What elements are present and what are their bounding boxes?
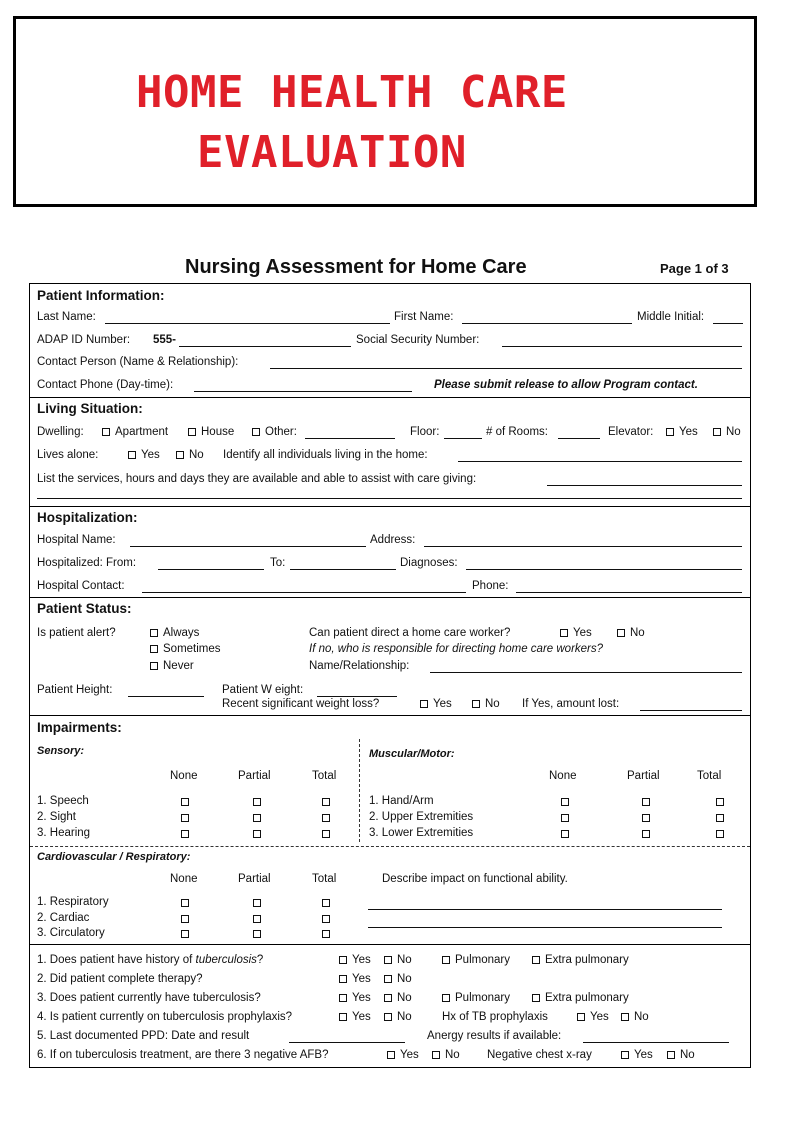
checkbox-icon[interactable] bbox=[561, 814, 569, 822]
checkbox-icon[interactable] bbox=[561, 830, 569, 838]
checkbox-icon[interactable] bbox=[322, 930, 330, 938]
hospitalized-from-label: Hospitalized: From: bbox=[37, 557, 137, 569]
form-title: Nursing Assessment for Home Care bbox=[185, 256, 527, 278]
checkbox-icon[interactable] bbox=[532, 956, 540, 964]
checkbox-icon[interactable] bbox=[128, 451, 136, 459]
describe-impact-label: Describe impact on functional ability. bbox=[382, 873, 568, 885]
muscular-item-upper: 2. Upper Extremities bbox=[369, 811, 474, 823]
tb-question-3: 3. Does patient currently have tuberculosis? bbox=[37, 992, 261, 1004]
tb-q2-no[interactable]: No bbox=[384, 974, 412, 986]
checkbox-icon[interactable] bbox=[339, 994, 347, 1002]
ssn-label: Social Security Number: bbox=[356, 334, 480, 346]
tb-hx-yes[interactable]: Yes bbox=[577, 1012, 609, 1024]
section-divider bbox=[30, 397, 750, 398]
checkbox-icon[interactable] bbox=[150, 645, 158, 653]
middle-initial-field[interactable] bbox=[713, 323, 743, 324]
checkbox-icon[interactable] bbox=[253, 899, 261, 907]
alert-always-option[interactable]: Always bbox=[150, 628, 199, 640]
last-name-label: Last Name: bbox=[37, 311, 96, 323]
elevator-label: Elevator: bbox=[608, 426, 654, 438]
hospital-contact-label: Hospital Contact: bbox=[37, 580, 125, 592]
section-heading-living: Living Situation: bbox=[37, 401, 143, 416]
impact-field-line2[interactable] bbox=[368, 927, 722, 928]
alert-sometimes-option[interactable]: Sometimes bbox=[150, 644, 221, 656]
tb-q3-pulmonary[interactable]: Pulmonary bbox=[442, 993, 510, 1005]
weight-field[interactable] bbox=[317, 696, 397, 697]
tb-q1-yes[interactable]: Yes bbox=[339, 955, 371, 967]
section-divider bbox=[30, 597, 750, 598]
checkbox-icon[interactable] bbox=[577, 1013, 585, 1021]
responsible-note: If no, who is responsible for directing home care workers? bbox=[309, 643, 604, 655]
weight-loss-yes-option[interactable]: Yes bbox=[420, 699, 452, 711]
adap-id-prefix: 555- bbox=[153, 334, 177, 346]
checkbox-icon[interactable] bbox=[561, 798, 569, 806]
checkbox-icon[interactable] bbox=[181, 830, 189, 838]
checkbox-icon[interactable] bbox=[532, 994, 540, 1002]
checkbox-icon[interactable] bbox=[442, 956, 450, 964]
checkbox-icon[interactable] bbox=[387, 1051, 395, 1059]
ssn-field[interactable] bbox=[502, 346, 742, 347]
tb-question-5: 5. Last documented PPD: Date and result bbox=[37, 1030, 250, 1042]
tb-q3-extra-pulmonary[interactable]: Extra pulmonary bbox=[532, 993, 629, 1005]
checkbox-icon[interactable] bbox=[642, 798, 650, 806]
section-heading-patient-status: Patient Status: bbox=[37, 601, 132, 616]
checkbox-icon[interactable] bbox=[384, 994, 392, 1002]
anergy-field[interactable] bbox=[583, 1042, 729, 1043]
muscular-col-partial: Partial bbox=[627, 770, 660, 782]
column-divider bbox=[359, 739, 360, 842]
tb-q3-no[interactable]: No bbox=[384, 993, 412, 1005]
checkbox-icon[interactable] bbox=[339, 975, 347, 983]
diagnoses-label: Diagnoses: bbox=[400, 557, 458, 569]
tb-question-2: 2. Did patient complete therapy? bbox=[37, 973, 203, 985]
checkbox-icon[interactable] bbox=[253, 830, 261, 838]
lives-alone-yes-option[interactable]: Yes bbox=[128, 450, 160, 462]
hospitalized-to-label: To: bbox=[270, 557, 286, 569]
checkbox-icon[interactable] bbox=[322, 798, 330, 806]
alert-question: Is patient alert? bbox=[37, 627, 116, 639]
checkbox-icon[interactable] bbox=[181, 814, 189, 822]
hospital-contact-field[interactable] bbox=[142, 592, 466, 593]
dwelling-other-field[interactable] bbox=[305, 438, 395, 439]
checkbox-icon[interactable] bbox=[102, 428, 110, 436]
tb-question-4: 4. Is patient currently on tuberculosis prophylaxis? bbox=[37, 1011, 293, 1023]
muscular-item-hand-arm: 1. Hand/Arm bbox=[369, 795, 434, 807]
weight-loss-no-option[interactable]: No bbox=[472, 699, 500, 711]
amount-lost-field[interactable] bbox=[640, 710, 742, 711]
last-name-field[interactable] bbox=[105, 323, 390, 324]
checkbox-icon[interactable] bbox=[716, 814, 724, 822]
alert-never-option[interactable]: Never bbox=[150, 661, 194, 673]
household-members-field[interactable] bbox=[458, 461, 742, 462]
services-field[interactable] bbox=[547, 485, 742, 486]
tb-q1-no[interactable]: No bbox=[384, 955, 412, 967]
tb-q3-yes[interactable]: Yes bbox=[339, 993, 371, 1005]
first-name-field[interactable] bbox=[462, 323, 632, 324]
name-relationship-field[interactable] bbox=[430, 672, 742, 673]
cardio-item-cardiac: 2. Cardiac bbox=[37, 912, 90, 924]
checkbox-icon[interactable] bbox=[432, 1051, 440, 1059]
hospital-address-label: Address: bbox=[370, 534, 416, 546]
muscular-subheading: Muscular/Motor: bbox=[369, 748, 455, 760]
sensory-col-total: Total bbox=[312, 770, 337, 782]
banner-title-line1: HOME HEALTH CARE bbox=[136, 67, 568, 118]
section-divider bbox=[30, 944, 750, 945]
subsection-divider bbox=[30, 846, 750, 847]
services-label: List the services, hours and days they are available and able to assist with care giving: bbox=[37, 473, 477, 485]
tb-prophylaxis-history-label: Hx of TB prophylaxis bbox=[442, 1011, 548, 1023]
section-divider bbox=[30, 715, 750, 716]
adap-id-field[interactable] bbox=[179, 346, 351, 347]
muscular-col-total: Total bbox=[697, 770, 722, 782]
checkbox-icon[interactable] bbox=[420, 700, 428, 708]
checkbox-icon[interactable] bbox=[472, 700, 480, 708]
middle-initial-label: Middle Initial: bbox=[637, 311, 705, 323]
checkbox-icon[interactable] bbox=[322, 830, 330, 838]
height-field[interactable] bbox=[128, 696, 204, 697]
cardio-col-partial: Partial bbox=[238, 873, 271, 885]
sensory-item-hearing: 3. Hearing bbox=[37, 827, 91, 839]
assessment-form bbox=[29, 283, 751, 1068]
section-heading-hospitalization: Hospitalization: bbox=[37, 510, 138, 525]
contact-person-label: Contact Person (Name & Relationship): bbox=[37, 356, 239, 368]
tb-q2-yes[interactable]: Yes bbox=[339, 974, 371, 986]
hospitalized-from-field[interactable] bbox=[158, 569, 264, 570]
sensory-item-sight: 2. Sight bbox=[37, 811, 76, 823]
floor-label: Floor: bbox=[410, 426, 440, 438]
rooms-label: # of Rooms: bbox=[486, 426, 548, 438]
checkbox-icon[interactable] bbox=[181, 915, 189, 923]
cardio-col-none: None bbox=[170, 873, 198, 885]
release-note: Please submit release to allow Program contact. bbox=[434, 379, 698, 391]
tb-hx-no[interactable]: No bbox=[621, 1012, 649, 1024]
services-field-line2[interactable] bbox=[37, 498, 742, 499]
elevator-no-option[interactable]: No bbox=[713, 427, 741, 439]
checkbox-icon[interactable] bbox=[181, 798, 189, 806]
checkbox-icon[interactable] bbox=[716, 798, 724, 806]
sensory-col-partial: Partial bbox=[238, 770, 271, 782]
elevator-yes-option[interactable]: Yes bbox=[666, 427, 698, 439]
cardio-item-circulatory: 3. Circulatory bbox=[37, 927, 105, 939]
section-heading-patient-info: Patient Information: bbox=[37, 288, 165, 303]
contact-phone-field[interactable] bbox=[194, 391, 412, 392]
checkbox-icon[interactable] bbox=[442, 994, 450, 1002]
tb-xray-no[interactable]: No bbox=[667, 1050, 695, 1062]
checkbox-icon[interactable] bbox=[339, 1013, 347, 1021]
checkbox-icon[interactable] bbox=[253, 930, 261, 938]
sensory-item-speech: 1. Speech bbox=[37, 795, 89, 807]
weight-loss-question: Recent significant weight loss? bbox=[222, 698, 380, 710]
tb-xray-yes[interactable]: Yes bbox=[621, 1050, 653, 1062]
contact-person-field[interactable] bbox=[270, 368, 742, 369]
checkbox-icon[interactable] bbox=[621, 1013, 629, 1021]
checkbox-icon[interactable] bbox=[253, 814, 261, 822]
ppd-result-field[interactable] bbox=[289, 1042, 405, 1043]
negative-xray-label: Negative chest x-ray bbox=[487, 1049, 592, 1061]
checkbox-icon[interactable] bbox=[384, 1013, 392, 1021]
tb-q1-extra-pulmonary[interactable]: Extra pulmonary bbox=[532, 955, 629, 967]
hospital-phone-label: Phone: bbox=[472, 580, 509, 592]
adap-id-label: ADAP ID Number: bbox=[37, 334, 131, 346]
banner-title-line2: EVALUATION bbox=[197, 127, 467, 178]
cardio-col-total: Total bbox=[312, 873, 337, 885]
checkbox-icon[interactable] bbox=[621, 1051, 629, 1059]
hospital-phone-field[interactable] bbox=[516, 592, 742, 593]
contact-phone-label: Contact Phone (Day-time): bbox=[37, 379, 174, 391]
rooms-field[interactable] bbox=[558, 438, 600, 439]
checkbox-icon[interactable] bbox=[642, 814, 650, 822]
name-relationship-label: Name/Relationship: bbox=[309, 660, 410, 672]
household-members-label: Identify all individuals living in the home: bbox=[223, 449, 428, 461]
checkbox-icon[interactable] bbox=[322, 899, 330, 907]
tb-question-6: 6. If on tuberculosis treatment, are there 3 negative AFB? bbox=[37, 1049, 329, 1061]
page-indicator: Page 1 of 3 bbox=[660, 261, 729, 276]
floor-field[interactable] bbox=[444, 438, 482, 439]
checkbox-icon[interactable] bbox=[667, 1051, 675, 1059]
direct-worker-yes-option[interactable]: Yes bbox=[560, 628, 592, 640]
height-label: Patient Height: bbox=[37, 684, 113, 696]
amount-lost-label: If Yes, amount lost: bbox=[522, 698, 620, 710]
checkbox-icon[interactable] bbox=[617, 629, 625, 637]
sensory-col-none: None bbox=[170, 770, 198, 782]
dwelling-label: Dwelling: bbox=[37, 426, 84, 438]
hospital-name-label: Hospital Name: bbox=[37, 534, 116, 546]
checkbox-icon[interactable] bbox=[384, 975, 392, 983]
first-name-label: First Name: bbox=[394, 311, 454, 323]
checkbox-icon[interactable] bbox=[713, 428, 721, 436]
checkbox-icon[interactable] bbox=[253, 798, 261, 806]
muscular-item-lower: 3. Lower Extremities bbox=[369, 827, 474, 839]
section-divider bbox=[30, 506, 750, 507]
tb-q4-yes[interactable]: Yes bbox=[339, 1012, 371, 1024]
diagnoses-field[interactable] bbox=[466, 569, 742, 570]
checkbox-icon[interactable] bbox=[188, 428, 196, 436]
checkbox-icon[interactable] bbox=[642, 830, 650, 838]
section-heading-impairments: Impairments: bbox=[37, 720, 122, 735]
tb-q6-yes[interactable]: Yes bbox=[387, 1050, 419, 1062]
lives-alone-no-option[interactable]: No bbox=[176, 450, 204, 462]
checkbox-icon[interactable] bbox=[150, 662, 158, 670]
tb-q6-no[interactable]: No bbox=[432, 1050, 460, 1062]
lives-alone-label: Lives alone: bbox=[37, 449, 99, 461]
muscular-col-none: None bbox=[549, 770, 577, 782]
anergy-label: Anergy results if available: bbox=[427, 1030, 562, 1042]
tb-q1-pulmonary[interactable]: Pulmonary bbox=[442, 955, 510, 967]
checkbox-icon[interactable] bbox=[666, 428, 674, 436]
checkbox-icon[interactable] bbox=[322, 915, 330, 923]
weight-label: Patient W eight: bbox=[222, 684, 304, 696]
checkbox-icon[interactable] bbox=[339, 956, 347, 964]
dwelling-house-option[interactable]: House bbox=[188, 427, 234, 439]
checkbox-icon[interactable] bbox=[384, 956, 392, 964]
sensory-subheading: Sensory: bbox=[37, 745, 85, 757]
checkbox-icon[interactable] bbox=[150, 629, 158, 637]
checkbox-icon[interactable] bbox=[176, 451, 184, 459]
title-banner bbox=[13, 16, 757, 207]
hospital-address-field[interactable] bbox=[424, 546, 742, 547]
dwelling-apartment-option[interactable]: Apartment bbox=[102, 427, 168, 439]
checkbox-icon[interactable] bbox=[252, 428, 260, 436]
tb-q4-no[interactable]: No bbox=[384, 1012, 412, 1024]
cardio-item-respiratory: 1. Respiratory bbox=[37, 896, 109, 908]
checkbox-icon[interactable] bbox=[253, 915, 261, 923]
checkbox-icon[interactable] bbox=[560, 629, 568, 637]
checkbox-icon[interactable] bbox=[716, 830, 724, 838]
direct-worker-no-option[interactable]: No bbox=[617, 628, 645, 640]
impact-field-line1[interactable] bbox=[368, 909, 722, 910]
hospital-name-field[interactable] bbox=[130, 546, 366, 547]
hospitalized-to-field[interactable] bbox=[290, 569, 396, 570]
tb-question-1: 1. Does patient have history of tuberculosis? bbox=[37, 954, 264, 966]
checkbox-icon[interactable] bbox=[181, 930, 189, 938]
checkbox-icon[interactable] bbox=[181, 899, 189, 907]
dwelling-other-option[interactable]: Other: bbox=[252, 427, 297, 439]
cardio-subheading: Cardiovascular / Respiratory: bbox=[37, 851, 191, 863]
checkbox-icon[interactable] bbox=[322, 814, 330, 822]
direct-worker-question: Can patient direct a home care worker? bbox=[309, 627, 511, 639]
